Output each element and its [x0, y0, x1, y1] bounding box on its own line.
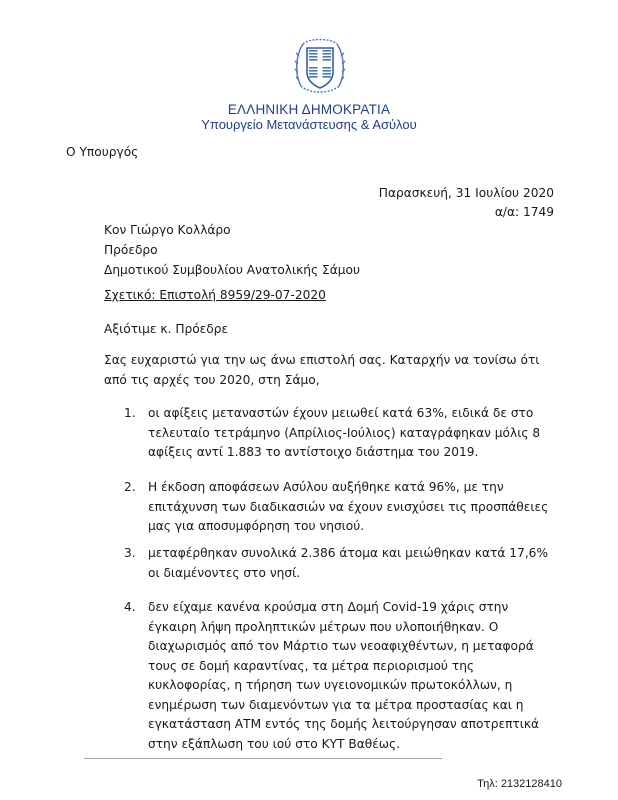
footer-divider	[84, 758, 442, 759]
recipient-organization: Δημοτικού Συμβουλίου Ανατολικής Σάμου	[104, 263, 361, 277]
list-item-line: οι αφίξεις μεταναστών έχουν μειωθεί κατά 63%, ειδικά δε στο	[148, 406, 534, 420]
recipient-name: Κον Γιώργο Κολλάρο	[104, 223, 231, 237]
list-item-number: 1.	[124, 406, 136, 420]
list-item-number: 3.	[124, 546, 136, 560]
list-item-line: ενημέρωση των διαμενόντων για τα μέτρα προστασίας και η	[148, 697, 524, 712]
list-item-number: 2.	[124, 480, 136, 494]
list-item-line: μεταφέρθηκαν συνολικά 2.386 άτομα και μειώθηκαν κατά 17,6%	[148, 546, 549, 560]
list-item-line: διαχωρισμός από τον Μάρτιο των νεοαφιχθέντων, η μεταφορά	[148, 639, 534, 653]
intro-line: Σας ευχαριστώ για την ως άνω επιστολή σας. Καταρχήν να τονίσω ότι	[104, 353, 540, 367]
list-item-line: εγκατάσταση ΑΤΜ εντός της δομής λειτούργησαν αποτρεπτικά	[148, 717, 540, 731]
list-item-line: τους σε δομή καραντίνας, τα μέτρα περιορισμού της	[148, 658, 475, 673]
list-item-line: τελευταίο τετράμηνο (Απρίλιος-Ιούλιος) καταγράφηκαν μόλις 8	[148, 425, 541, 440]
list-item-line: κυκλοφορίας, η τήρηση των υγειονομικών πρωτοκόλλων, η	[148, 678, 513, 692]
list-item	[124, 404, 564, 463]
list-item-line: έγκαιρη λήψη προληπτικών μέτρων που υλοποιήθηκαν. Ο	[148, 619, 499, 634]
letterhead-ministry: Υπουργείο Μετανάστευσης & Ασύλου	[201, 117, 417, 132]
recipient-title: Πρόεδρο	[104, 243, 158, 257]
footer-telephone: Τηλ: 2132128410	[477, 778, 562, 790]
list-item	[124, 598, 564, 754]
list-item	[124, 478, 564, 537]
list-item-line: μας για αποσυμφόρηση του νησιού.	[148, 519, 365, 533]
greek-coat-of-arms-icon	[293, 34, 347, 96]
list-item-line: Η έκδοση αποφάσεων Ασύλου αυξήθηκε κατά 96%, με την	[148, 480, 504, 494]
list-item-number: 4.	[124, 600, 136, 614]
subject-line: Σχετικό: Επιστολή 8959/29-07-2020	[104, 288, 326, 302]
salutation: Αξιότιμε κ. Πρόεδρε	[104, 322, 229, 336]
intro-line: από τις αρχές του 2020, στη Σάμο,	[104, 372, 320, 387]
list-item-line: επιτάχυνση των διαδικασιών να έχουν ενισχύσει τις προσπάθειες	[148, 499, 549, 514]
list-item-line: στην εξάπλωση του ιού στο ΚΥΤ Βαθέως.	[148, 736, 401, 751]
letterhead-country: ΕΛΛΗΝΙΚΗ ΔΗΜΟΚΡΑΤΙΑ	[227, 102, 391, 117]
reference-number: α/α: 1749	[494, 205, 554, 219]
list-item-line: δεν είχαμε κανένα κρούσμα στη Δομή Covid-19 χάρις στην	[148, 600, 509, 614]
signer-title: Ο Υπουργός	[66, 145, 139, 159]
letter-date: Παρασκευή, 31 Ιουλίου 2020	[378, 186, 554, 200]
intro-paragraph	[104, 351, 539, 390]
list-item	[124, 544, 564, 583]
list-item-line: αφίξεις αντί 1.883 το αντίστοιχο διάστημα του 2019.	[148, 445, 479, 459]
list-item-line: οι διαμένοντες στο νησί.	[148, 565, 301, 580]
